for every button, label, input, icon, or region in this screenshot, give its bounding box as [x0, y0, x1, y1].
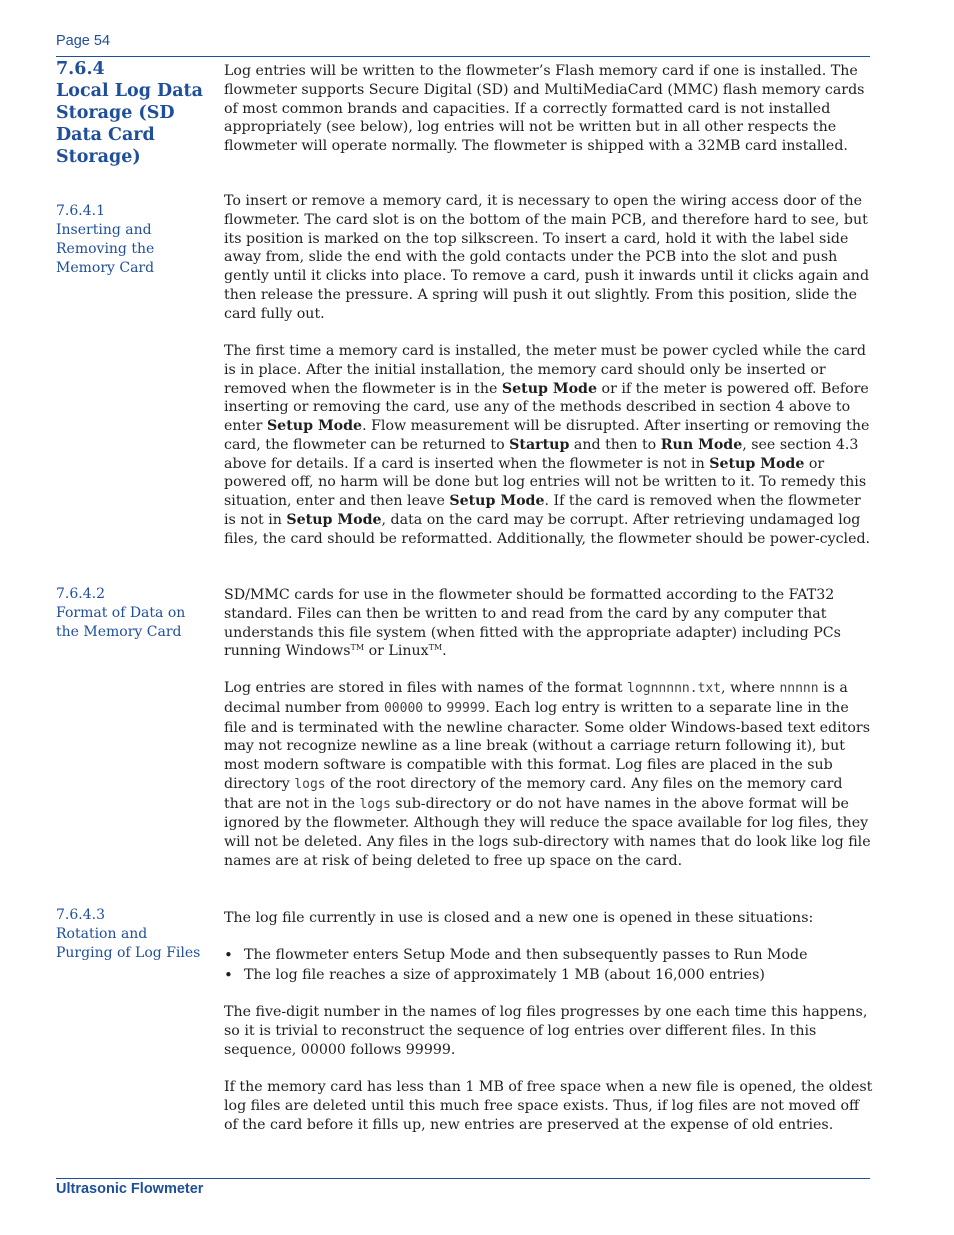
subsection-heading-format	[56, 585, 206, 642]
inserting-paragraph-1: To insert or remove a memory card, it is necessary to open the wiring access door of the flowmeter. The card slot is on the bottom of the main PCB, and therefore hard to see, but its position is marked on the top silkscreen. To insert a card, hold it with the label side away from, slide the end with the gold contacts under the PCB into the slot and push gently until it clicks into place. To remove a card, push it inwards until it clicks again and then release the pressure. A spring will push it out slightly. From this position, slide the card fully out.	[224, 193, 870, 322]
inserting-paragraph-2: The first time a memory card is installed, the meter must be power cycled while the card is in place. After the initial installation, the memory card should only be inserted or removed when the flowmeter is in the Setup Mode or if the meter is powered off. Before inserting or removing the card, use any of the methods described in section 4 above to enter Setup Mode. Flow measurement will be disrupted. After inserting or removing the card, the flowmeter can be returned to Startup and then to Run Mode, see section 4.3 above for details. If a card is inserted when the flowmeter is not in Setup Mode or powered off, no harm will be done but log entries will not be written to it. To remedy this situation, enter and then leave Setup Mode. If the card is removed when the flowmeter is not in Setup Mode, data on the card may be corrupt. After retrieving undamaged log files, the card should be reformatted. Additionally, the flowmeter should be power-cycled.	[224, 343, 871, 547]
code-directory: logs	[294, 776, 326, 792]
mode-name: Setup Mode	[286, 511, 382, 528]
subsection-heading-rotation	[56, 906, 206, 963]
rotation-bullet-list	[224, 946, 864, 985]
mode-name: Setup Mode	[449, 493, 545, 509]
mode-name: Run Mode	[660, 436, 743, 453]
list-item: • The log file reaches a size of approximately 1 MB (about 16,000 entries)	[224, 966, 864, 986]
section-intro-paragraph: Log entries will be written to the flowmeter’s Flash memory card if one is installed. The flowmeter supports Secure Digital (SD) and MultiMediaCard (MMC) flash memory cards of most common brands and capacities. If a correctly formatted card is not installed appropriately (see below), log entries will not be written but in all other respects the flowmeter will operate normally. The flowmeter is shipped with a 32MB card installed.	[224, 63, 865, 154]
section-title: Local Log Data Storage (SD Data Card Storage)	[56, 81, 203, 167]
mode-name: Setup Mode	[709, 455, 805, 472]
code-number: 99999	[446, 700, 486, 716]
trademark-symbol: TM	[350, 643, 365, 653]
subsection-title: Rotation and Purging of Log Files	[56, 926, 201, 961]
subsection-heading-inserting	[56, 202, 206, 278]
header-rule	[56, 56, 870, 57]
mode-name: Setup Mode	[501, 380, 598, 397]
subsection-number: 7.6.4.2	[56, 586, 105, 602]
trademark-symbol: TM	[428, 643, 443, 653]
mode-name: Startup	[509, 436, 570, 453]
mode-name: Setup Mode	[266, 418, 363, 434]
code-filename: lognnnnn.txt	[627, 681, 722, 696]
format-paragraph-2: Log entries are stored in files with names of the format lognnnnn.txt, where nnnnn is a decimal number from 00000 to 99999. Each log entry is written to a separate line in the file and is terminated with the newline character. Some older Windows-based text editors may not recognize newline as a line break (without a carriage return following it), but most modern software is compatible with this format. Log files are placed in the sub directory logs of the root directory of the memory card. Any files on the memory card that are not in the logs sub-directory or do not have names in the above format will be ignored by the flowmeter. Although they will reduce the space available for log files, they will not be deleted. Any files in the logs sub-directory with names that do look like log file names are at risk of being deleted to free up space on the card.	[224, 680, 871, 869]
format-paragraph-1: SD/MMC cards for use in the flowmeter should be formatted according to the FAT32 standard. Files can then be written to and read from the card by any computer that understands this file system (when fitted with the appropriate adapter) including PCs running Windows™ or Linux™.	[224, 587, 841, 660]
footer-rule	[56, 1178, 870, 1179]
rotation-paragraph-1: The log file currently in use is closed and a new one is opened in these situations:	[224, 910, 814, 926]
rotation-paragraph-3: If the memory card has less than 1 MB of free space when a new file is opened, the oldest log files are deleted until this much free space exists. Thus, if log files are not moved off of the card before it fills up, new entries are preserved at the expense of old entries.	[224, 1079, 873, 1133]
subsection-title: Inserting and Removing the Memory Card	[56, 222, 155, 276]
code-number: nnnnn	[779, 681, 819, 696]
footer-title: Ultrasonic Flowmeter	[56, 1181, 204, 1197]
section-heading	[56, 58, 216, 168]
page-number: Page 54	[56, 33, 111, 49]
subsection-number: 7.6.4.3	[56, 907, 105, 923]
subsection-title: Format of Data on the Memory Card	[56, 605, 186, 640]
list-item: • The flowmeter enters Setup Mode and then subsequently passes to Run Mode	[224, 946, 864, 966]
code-number: 00000	[383, 700, 424, 716]
section-number: 7.6.4	[56, 59, 105, 79]
rotation-paragraph-2: The five-digit number in the names of log files progresses by one each time this happens, so it is trivial to reconstruct the sequence of log entries over different files. In this sequence, 00000 follows 99999.	[224, 1004, 868, 1058]
subsection-number: 7.6.4.1	[56, 203, 105, 219]
code-directory: logs	[359, 796, 391, 812]
